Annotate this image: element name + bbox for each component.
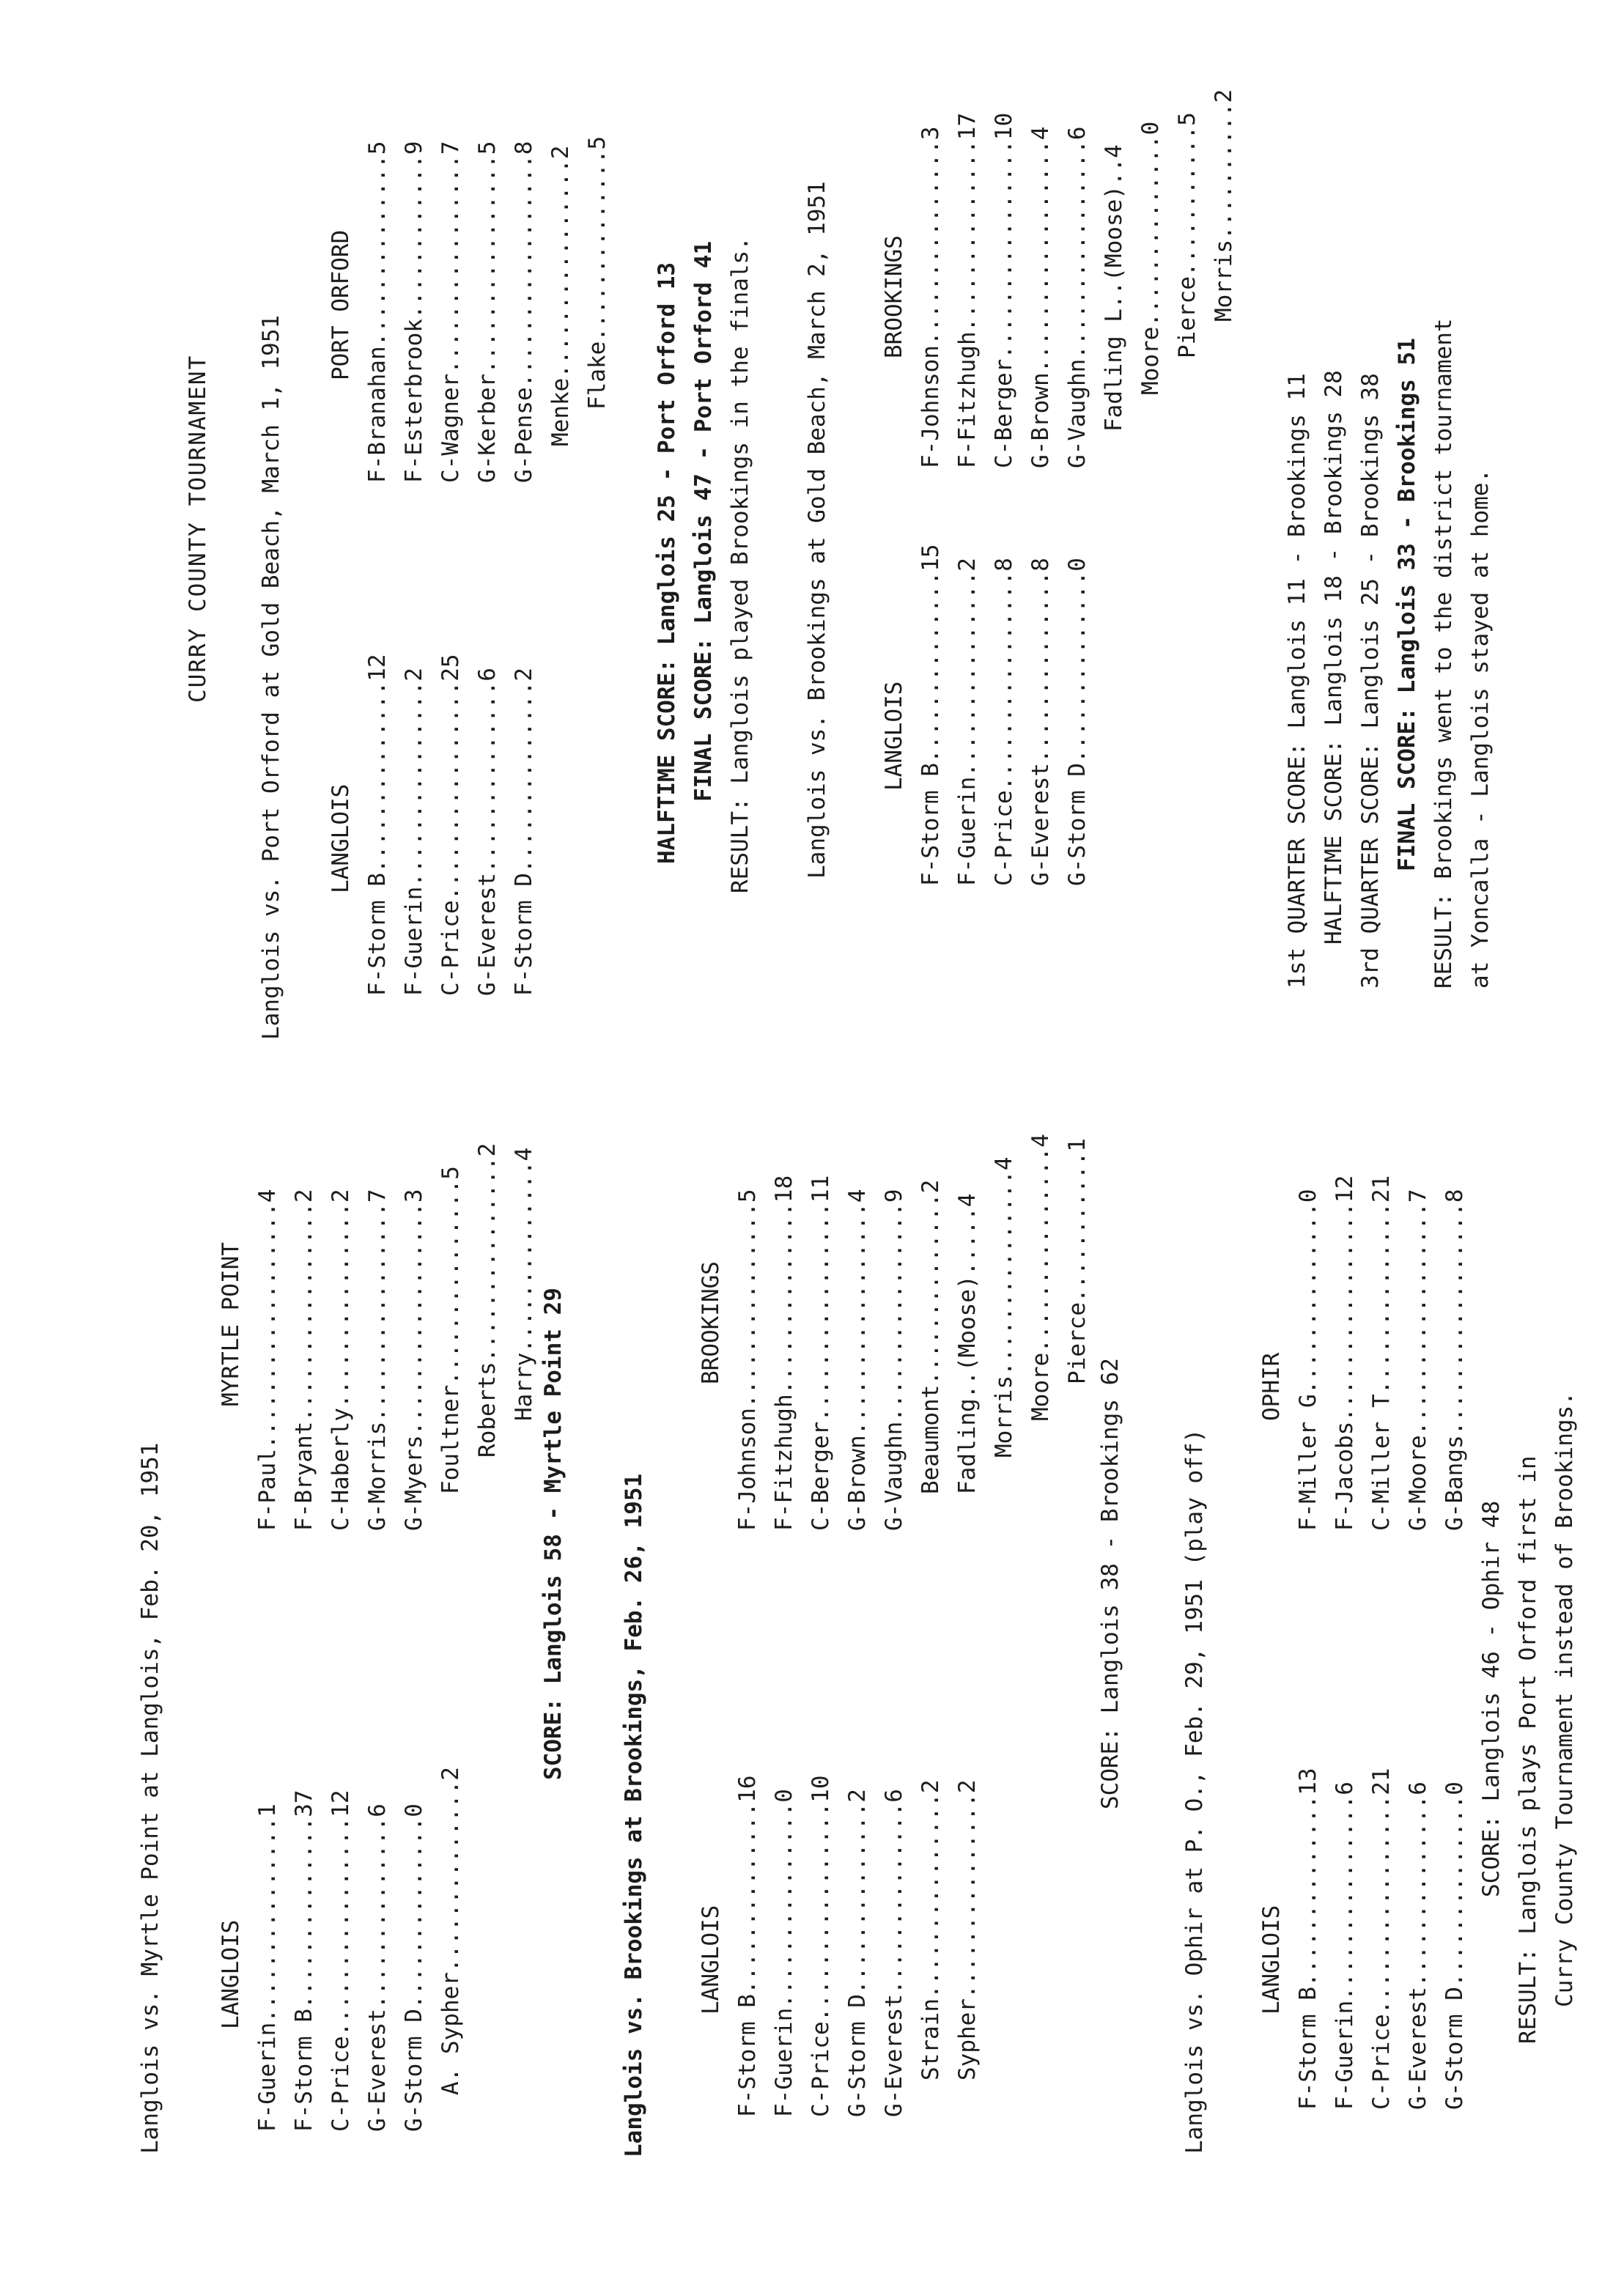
player-line: Foultner...............5 xyxy=(438,1166,464,1494)
game-score: SCORE: Langlois 46 - Ophir 48 xyxy=(1478,1500,1505,1897)
player-line: Moore...............4 xyxy=(1027,1134,1054,1421)
left-panel xyxy=(0,1134,1624,2264)
player-line: F-Guerin...............1 xyxy=(254,1803,281,2132)
player-line: G-Pense.................8 xyxy=(511,141,537,483)
team-a-roster xyxy=(1290,1768,1473,2110)
player-line: G-Everest..............6 xyxy=(364,1803,391,2132)
player-line: F-Storm B..............12 xyxy=(364,654,391,996)
player-line: A. Sypher..............2 xyxy=(438,1767,464,2095)
player-line: F-Fitzhugh..............18 xyxy=(771,1175,797,1531)
player-line: G-Brown.................4 xyxy=(1027,126,1054,468)
team-a-label: LANGLOIS xyxy=(1258,1905,1285,2015)
game-heading: Langlois vs. Port Orford at Gold Beach, March 1, 1951 xyxy=(258,314,284,1040)
player-line: F-Storm B..............37 xyxy=(291,1790,317,2132)
right-panel xyxy=(0,43,1624,1128)
quarter-score: 3rd QUARTER SCORE: Langlois 25 - Brookings 38 xyxy=(1357,373,1384,989)
player-line: C-Wagner................7 xyxy=(438,141,464,483)
player-line: F-Miller G..............0 xyxy=(1295,1189,1321,1531)
team-b-roster xyxy=(359,136,616,483)
team-b-roster xyxy=(912,89,1242,468)
player-line: G-Everest..............6 xyxy=(1405,1781,1431,2110)
player-line: F-Guerin...............6 xyxy=(1332,1781,1358,2110)
halftime-score: HALFTIME SCORE: Langlois 18 - Brookings 28 xyxy=(1321,370,1347,945)
player-line: C-Price................12 xyxy=(328,1790,354,2132)
player-line: C-Price................21 xyxy=(1368,1768,1395,2110)
player-line: G-Kerber................5 xyxy=(474,141,501,483)
player-line: Flake..............5 xyxy=(584,136,610,410)
player-line: Pierce...........1 xyxy=(1064,1138,1090,1384)
player-line: F-Jacobs................12 xyxy=(1332,1175,1358,1531)
result-line: Curry County Tournament instead of Brookings. xyxy=(1551,1392,1578,2007)
team-a-roster xyxy=(912,544,1096,886)
player-line: G-Vaughn................6 xyxy=(1064,126,1090,468)
result-line: RESULT: Langlois played Brookings in the finals. xyxy=(727,237,753,893)
team-b-label: BROOKINGS xyxy=(881,235,907,358)
player-line: C-Berger................11 xyxy=(808,1175,834,1531)
game-heading: Langlois vs. Ophir at P. O., Feb. 29, 1951 (play off) xyxy=(1181,1428,1208,2154)
player-line: Sypher...............2 xyxy=(954,1779,981,2080)
player-line: F-Johnson...............3 xyxy=(918,126,944,468)
player-line: Fadling..(Moose).....4 xyxy=(954,1193,981,1494)
team-b-roster xyxy=(729,1134,1096,1531)
player-line: G-Everest..............6 xyxy=(474,668,501,996)
player-line: C-Price................8 xyxy=(991,558,1017,886)
game-heading: Langlois vs. Brookings at Brookings, Feb. 26, 1951 xyxy=(621,1473,647,2157)
player-line: Morris...............4 xyxy=(991,1156,1017,1458)
halftime-score: HALFTIME SCORE: Langlois 25 - Port Orford 13 xyxy=(654,262,680,864)
player-line: G-Bangs.................8 xyxy=(1442,1189,1468,1531)
player-line: Harry..............4 xyxy=(511,1147,537,1421)
player-line: F-Fitzhugh..............17 xyxy=(954,112,981,468)
player-line: C-Price................10 xyxy=(808,1775,834,2117)
player-line: F-Guerin...............2 xyxy=(401,668,427,996)
game-score: SCORE: Langlois 58 - Myrtle Point 29 xyxy=(540,1288,566,1780)
player-line: F-Storm B..............16 xyxy=(734,1775,761,2117)
result-line: RESULT: Brookings went to the district tournament xyxy=(1431,318,1457,989)
final-score: FINAL SCORE: Langlois 33 - Brookings 51 xyxy=(1394,338,1420,871)
team-a-roster xyxy=(359,654,542,996)
team-b-roster xyxy=(1290,1175,1473,1531)
player-line: G-Storm D..............0 xyxy=(1442,1781,1468,2110)
player-line: G-Moore.................7 xyxy=(1405,1189,1431,1531)
team-b-label: BROOKINGS xyxy=(698,1261,724,1384)
player-line: F-Paul..................4 xyxy=(254,1189,281,1531)
tournament-title: CURRY COUNTY TOURNAMENT xyxy=(185,354,211,703)
player-line: G-Storm D..............2 xyxy=(844,1789,871,2117)
game-heading: Langlois vs. Myrtle Point at Langlois, Feb. 20, 1951 xyxy=(137,1442,163,2154)
team-a-roster xyxy=(249,1767,469,2132)
player-line: G-Brown.................4 xyxy=(844,1189,871,1531)
player-line: C-Haberly...............2 xyxy=(328,1189,354,1531)
game-score: SCORE: Langlois 38 - Brookings 62 xyxy=(1097,1358,1123,1809)
final-score: FINAL SCORE: Langlois 47 - Port Orford 41 xyxy=(690,240,717,802)
player-line: F-Branahan..............5 xyxy=(364,141,391,483)
player-line: C-Price................25 xyxy=(438,654,464,996)
player-line: Morris..........2 xyxy=(1211,89,1237,322)
player-line: G-Everest..............8 xyxy=(1027,558,1054,886)
player-line: G-Storm D..............0 xyxy=(401,1803,427,2132)
result-line: at Yoncalla - Langlois stayed at home. xyxy=(1467,468,1494,989)
player-line: G-Vaughn................9 xyxy=(881,1189,907,1531)
player-line: Fadling L..(Moose)..4 xyxy=(1101,144,1127,432)
result-line: RESULT: Langlois plays Port Orford first in xyxy=(1515,1455,1541,2044)
team-a-label: LANGLOIS xyxy=(328,783,354,893)
player-line: Beaumont..............2 xyxy=(918,1179,944,1494)
team-a-roster xyxy=(729,1775,986,2117)
team-a-label: LANGLOIS xyxy=(881,681,907,791)
player-line: Moore..............0 xyxy=(1137,121,1164,395)
player-line: G-Myers.................3 xyxy=(401,1189,427,1531)
team-b-label: OPHIR xyxy=(1258,1352,1285,1421)
player-line: C-Berger................10 xyxy=(991,112,1017,468)
player-line: F-Storm D..............2 xyxy=(511,668,537,996)
team-a-label: LANGLOIS xyxy=(218,1919,244,2029)
player-line: G-Storm D..............0 xyxy=(1064,558,1090,886)
player-line: F-Esterbrook............9 xyxy=(401,141,427,483)
team-b-label: PORT ORFORD xyxy=(328,229,354,380)
team-b-roster xyxy=(249,1143,542,1531)
player-line: F-Storm B..............15 xyxy=(918,544,944,886)
player-line: F-Johnson...............5 xyxy=(734,1189,761,1531)
player-line: Roberts...............2 xyxy=(474,1142,501,1458)
quarter-score: 1st QUARTER SCORE: Langlois 11 - Brookings 11 xyxy=(1284,373,1310,989)
team-a-label: LANGLOIS xyxy=(698,1905,724,2015)
player-line: G-Morris................7 xyxy=(364,1189,391,1531)
player-line: F-Bryant................2 xyxy=(291,1189,317,1531)
player-line: F-Guerin...............2 xyxy=(954,558,981,886)
player-line: F-Guerin...............0 xyxy=(771,1789,797,2117)
player-line: G-Everest..............6 xyxy=(881,1789,907,2117)
player-line: C-Miller T..............21 xyxy=(1368,1175,1395,1531)
player-line: Menke................2 xyxy=(547,145,574,446)
player-line: F-Storm B..............13 xyxy=(1295,1768,1321,2110)
player-line: Pierce...........5 xyxy=(1174,112,1200,358)
team-b-label: MYRTLE POINT xyxy=(218,1242,244,1406)
player-line: Strain...............2 xyxy=(918,1779,944,2080)
game-heading: Langlois vs. Brookings at Gold Beach, March 2, 1951 xyxy=(804,181,830,879)
